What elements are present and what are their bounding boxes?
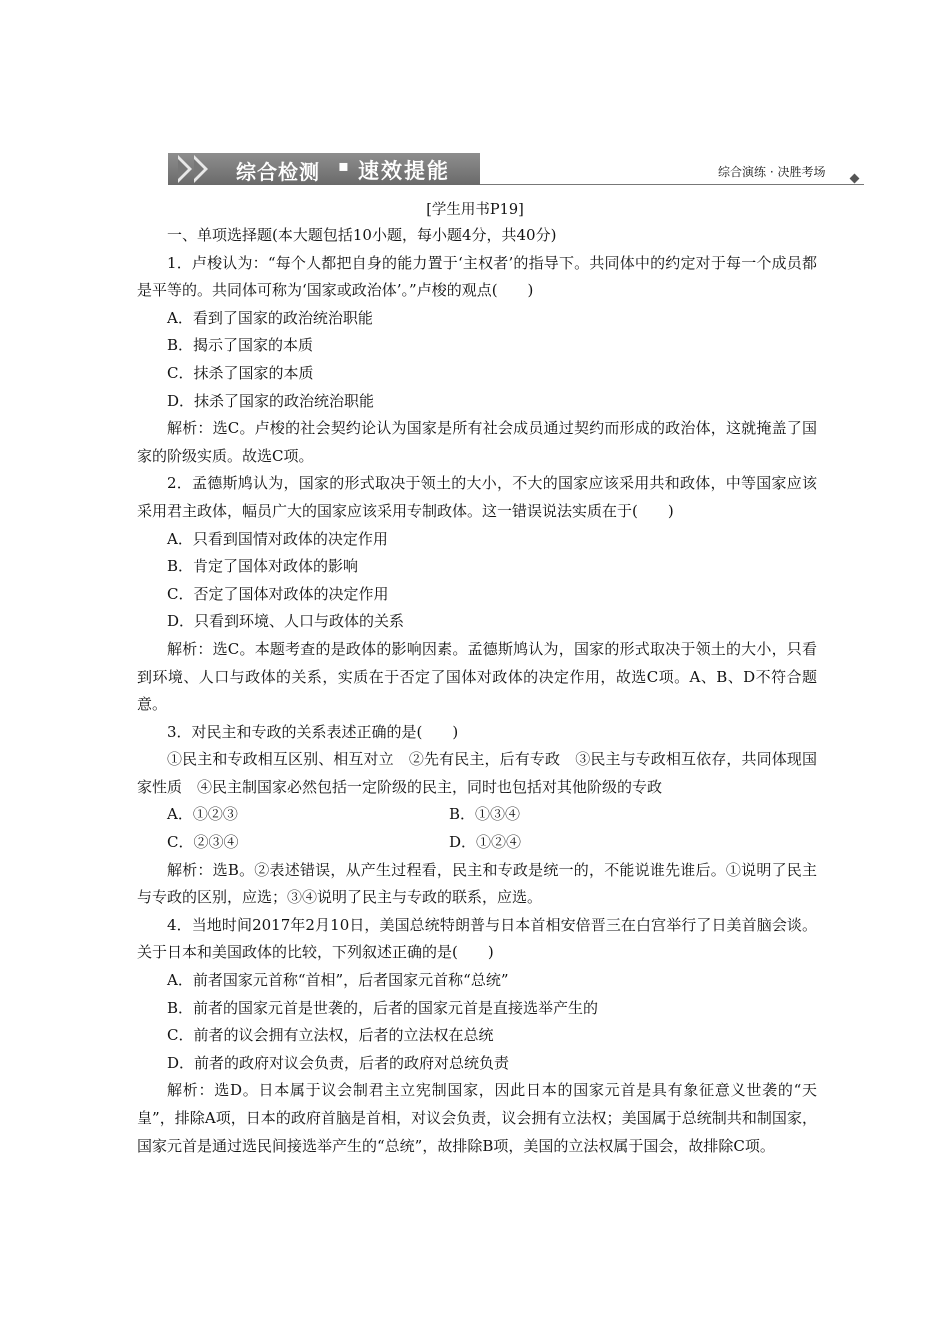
- option-d: D．前者的政府对议会负责，后者的政府对总统负责: [167, 1053, 510, 1072]
- banner-emphasis: 速效提能: [358, 159, 450, 183]
- option-a: A．前者国家元首称“首相”，后者国家元首称“总统”: [167, 971, 509, 990]
- diamond-icon: [850, 174, 860, 184]
- analysis: 解析：选C。卢梭的社会契约论认为国家是所有社会成员通过契约而形成的政治体，这就掩盖了国家的阶级实质。故选C项。: [137, 419, 817, 465]
- chevron-inner-decoration: [178, 159, 188, 179]
- analysis: 解析：选D。日本属于议会制君主立宪制国家，因此日本的国家元首是具有象征意义世袭的“天皇”，排除A项，日本的政府首脑是首相，对议会负责，议会拥有立法权；美国属于总统制共和制国家，国家元首是通过选民间接选举产生的“总统”，故排除B项，美国的立法权属于国会，故排除C项。: [137, 1081, 817, 1155]
- section-title: 一、单项选择题(本大题包括10小题，每小题4分，共40分): [167, 226, 557, 244]
- section-banner: [168, 153, 868, 189]
- question-stem: 2．孟德斯鸠认为，国家的形式取决于领土的大小，不大的国家应该采用共和政体，中等国家应该采用君主政体，幅员广大的国家应该采用专制政体。这一错误说法实质在于( ): [137, 474, 817, 520]
- option-b: B．肯定了国体对政体的影响: [167, 557, 359, 576]
- question-stem: 4．当地时间2017年2月10日，美国总统特朗普与日本首相安倍晋三在白宫举行了日美首脑会谈。关于日本和美国政体的比较，下列叙述正确的是( ): [137, 915, 817, 962]
- analysis: 解析：选B。②表述错误，从产生过程看，民主和专政是统一的，不能说谁先谁后。①说明了民主与专政的区别，应选；③④说明了民主与专政的联系，应选。: [137, 860, 817, 907]
- option-c: C．抹杀了国家的本质: [167, 363, 314, 382]
- option-row: [137, 829, 817, 857]
- option-a: A．只看到国情对政体的决定作用: [167, 529, 388, 548]
- option-b: B．揭示了国家的本质: [167, 336, 314, 355]
- option-row: [137, 801, 817, 829]
- question-stem: 1．卢梭认为：“每个人都把自身的能力置于‘主权者’的指导下。共同体中的约定对于每一个成员都是平等的。共同体可称为‘国家或政治体’。”卢梭的观点( ): [137, 253, 817, 300]
- book-reference: [学生用书P19]: [426, 202, 524, 218]
- option-d: D．只看到环境、人口与政体的关系: [167, 612, 405, 631]
- question-statements: ①民主和专政相互区别、相互对立 ②先有民主，后有专政 ③民主与专政相互依存，共同体现国家性质 ④民主制国家必然包括一定阶级的民主，同时也包括对其他阶级的专政: [137, 750, 817, 796]
- option-c: C．前者的议会拥有立法权，后者的立法权在总统: [167, 1026, 494, 1045]
- banner-title: 综合检测: [236, 160, 320, 184]
- banner-rule: [480, 184, 864, 185]
- option-b: B．前者的国家元首是世袭的，后者的国家元首是直接选举产生的: [167, 998, 599, 1017]
- option-c: C．②③④: [167, 833, 239, 852]
- option-d: D．①②④: [449, 833, 522, 852]
- banner-subtitle: 综合演练 · 决胜考场: [718, 165, 826, 179]
- analysis: 解析：选C。本题考查的是政体的影响因素。孟德斯鸠认为，国家的形式取决于领土的大小，只看到环境、人口与政体的关系，实质在于否定了国体对政体的决定作用，故选C项。A、B、D不符合题意。: [137, 639, 817, 714]
- question-stem: 3．对民主和专政的关系表述正确的是( ): [167, 722, 459, 741]
- option-a: A．看到了国家的政治统治职能: [167, 308, 373, 327]
- option-b: B．①③④: [449, 805, 521, 824]
- option-a: A．①②③: [167, 805, 238, 824]
- option-c: C．否定了国体对政体的决定作用: [167, 584, 389, 603]
- option-d: D．抹杀了国家的政治统治职能: [167, 391, 375, 410]
- question-body: [137, 222, 817, 1160]
- chevron-inner-decoration: [194, 159, 204, 179]
- banner-separator: ▪: [338, 156, 349, 175]
